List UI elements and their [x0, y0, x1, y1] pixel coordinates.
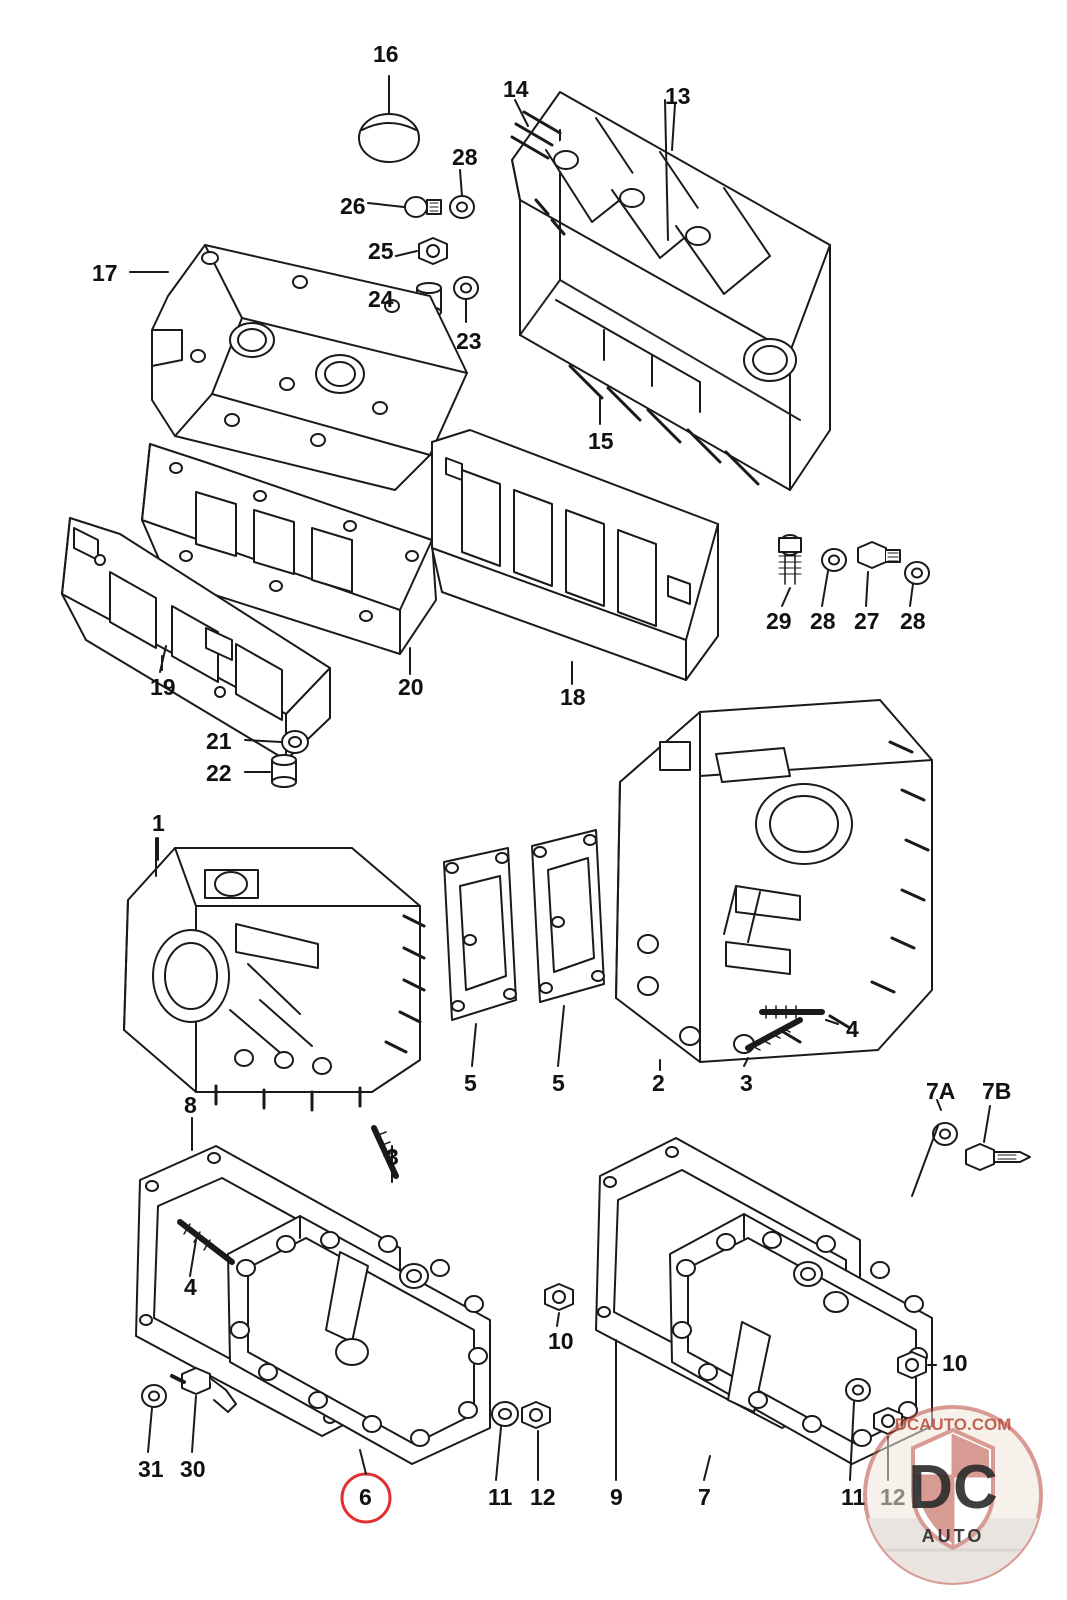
part-26-bolt: [368, 197, 441, 217]
callout-3-right: 3: [740, 1070, 753, 1096]
callout-20: 20: [398, 674, 424, 700]
callout-11-right: 11: [841, 1484, 866, 1510]
watermark-svg: [853, 1400, 1053, 1590]
callout-8: 8: [184, 1092, 197, 1118]
callout-4-right: 4: [846, 1016, 859, 1042]
callout-5-a: 5: [464, 1070, 477, 1096]
callout-7: 7: [698, 1484, 711, 1510]
callout-31: 31: [138, 1456, 164, 1482]
part-5-gasket-b: [532, 830, 604, 1066]
part-31-washer: [142, 1385, 166, 1452]
part-28-washer-rightB: [905, 562, 929, 606]
callout-22: 22: [206, 760, 232, 786]
part-6-timing-cover: [228, 1216, 490, 1522]
callout-9: 9: [610, 1484, 623, 1510]
watermark-logo: [853, 1400, 1053, 1590]
part-28-washer-top: [450, 170, 474, 218]
callout-12-center: 12: [530, 1484, 556, 1510]
callout-25: 25: [368, 238, 394, 264]
callout-27: 27: [854, 608, 880, 634]
callout-1: 1: [152, 810, 165, 836]
callout-10-center: 10: [548, 1328, 574, 1354]
callout-29: 29: [766, 608, 792, 634]
callout-21: 21: [206, 728, 232, 754]
part-11-washer-center: [492, 1402, 518, 1480]
callout-19: 19: [150, 674, 176, 700]
callout-11-center: 11: [488, 1484, 513, 1510]
callout-14: 14: [503, 76, 529, 102]
callout-10-right: 10: [942, 1350, 968, 1376]
callout-28-rightB: 28: [900, 608, 926, 634]
watermark-top-text: DCAUTO.COM: [894, 1415, 1012, 1434]
callout-5-b: 5: [552, 1070, 565, 1096]
part-1-crankcase-half: [124, 838, 424, 1110]
callout-16: 16: [373, 41, 399, 67]
callout-3-left: 3: [386, 1144, 399, 1170]
callout-28-rightA: 28: [810, 608, 836, 634]
part-7A-washer: [912, 1100, 957, 1196]
part-12-nut-center: [522, 1402, 550, 1480]
part-7B-drain-plug: [966, 1106, 1030, 1170]
callout-7A: 7A: [926, 1078, 956, 1104]
callout-18: 18: [560, 684, 586, 710]
callout-24: 24: [368, 286, 394, 312]
part-23-washer: [454, 277, 478, 322]
callout-30: 30: [180, 1456, 206, 1482]
callout-4-left: 4: [184, 1274, 197, 1300]
callout-13: 13: [665, 83, 691, 109]
callout-26: 26: [340, 193, 366, 219]
callout-6: 6: [359, 1484, 372, 1510]
part-27-bolt: [858, 542, 900, 606]
callout-17: 17: [92, 260, 118, 286]
part-18-gasket: [432, 430, 718, 684]
part-29-bolt: [779, 535, 801, 606]
callout-28-top: 28: [452, 144, 478, 170]
part-5-gasket-a: [444, 848, 516, 1066]
callout-15: 15: [588, 428, 614, 454]
part-25-nut: [396, 238, 447, 264]
part-16-cover-plug: [359, 76, 419, 162]
callout-23: 23: [456, 328, 482, 354]
callout-7B: 7B: [982, 1078, 1012, 1104]
part-28-washer-rightA: [822, 549, 846, 606]
watermark-sub-text: AUTO: [921, 1526, 985, 1546]
callout-2: 2: [652, 1070, 665, 1096]
part-13-cylinder-head: [512, 92, 830, 490]
watermark-letters: DC: [908, 1453, 998, 1522]
part-10-nut-center: [545, 1284, 573, 1326]
part-22-bushing: [245, 755, 296, 787]
